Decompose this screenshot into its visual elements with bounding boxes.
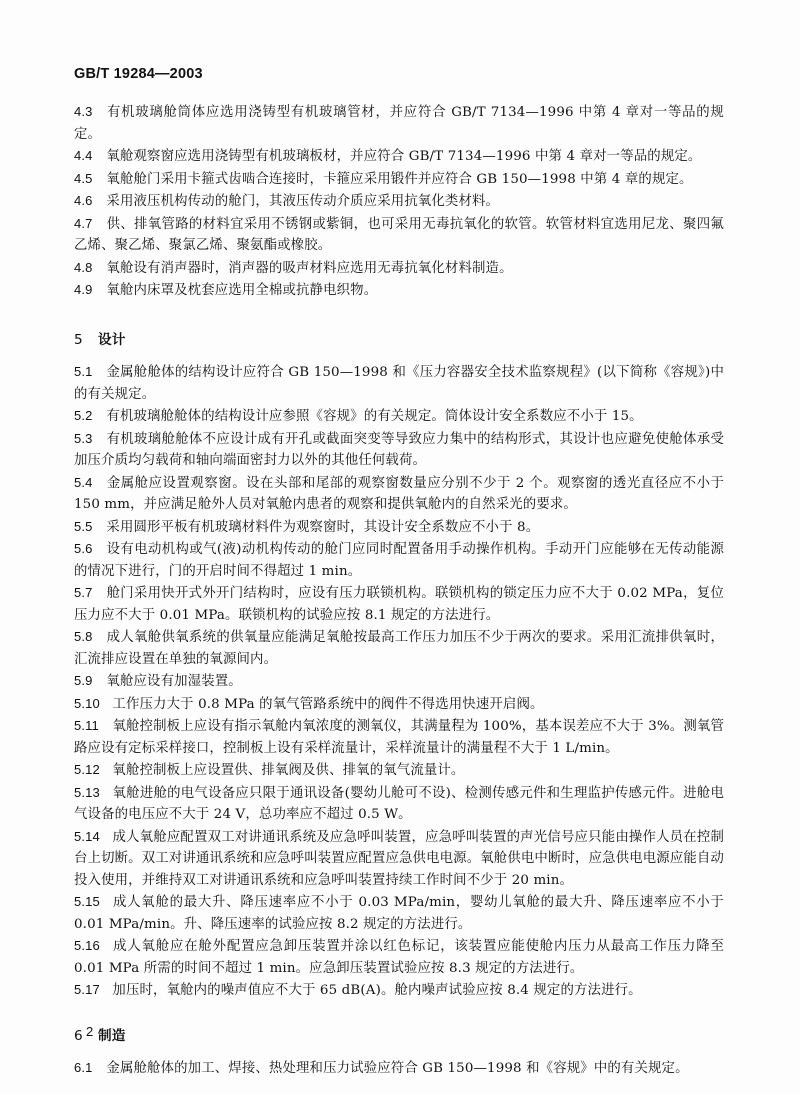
clause-number: 5.12 — [74, 762, 100, 777]
clause-text: 有机玻璃舱舱体的结构设计应参照《容规》的有关规定。筒体设计安全系数应不小于 15。 — [106, 409, 643, 424]
clauses-4-list — [74, 101, 724, 302]
clause-number: 5.6 — [74, 541, 93, 556]
clause-text: 工作压力大于 0.8 MPa 的氧气管路系统中的阀件不得选用快速开启阀。 — [112, 696, 544, 712]
section-number: 5 — [74, 331, 83, 348]
clause-number: 6.1 — [74, 1060, 93, 1075]
standard-code-header: GB/T 19284—2003 — [74, 66, 203, 82]
clause-number: 5.5 — [74, 518, 93, 534]
clause-number: 5.15 — [74, 894, 100, 909]
clause-text: 成人氧舱供氧系统的供氧量应能满足氧舱按最高工作压力加压不少于两次的要求。采用汇流排供氧时，汇流排应设置在单独的氧源间内。 — [74, 630, 724, 667]
clause-text: 成人氧舱应配置双工对讲通讯系统及应急呼叫装置，应急呼叫装置的声光信号应只能由操作人员在控制台上切断。双工对讲通讯系统和应急呼叫装置应配置应急供电电源。氧舱供电中断时，应急供电电源应能自动投入使用，并维持双工对讲通讯系统和应急呼叫装置持续工作时间不少于 20 min。 — [74, 829, 724, 888]
clause-5-4 — [74, 472, 724, 516]
section-number: 6 — [74, 1027, 83, 1044]
clause-text: 供、排氧管路的材料宜采用不锈钢或紫铜，也可采用无毒抗氧化的软管。软管材料宜选用尼龙、聚四氟乙烯、聚乙烯、聚氯乙烯、聚氨酯或橡胶。 — [74, 216, 724, 253]
clause-5-10 — [74, 693, 724, 716]
clause-text: 加压时，氧舱内的噪声值应不大于 65 dB(A)。舱内噪声试验应按 8.4 规定的方法进行。 — [112, 983, 642, 998]
clause-4-5 — [74, 168, 724, 191]
clause-5-3 — [74, 428, 724, 472]
clause-number: 5.4 — [74, 474, 93, 490]
clause-number: 5.3 — [74, 430, 93, 446]
clause-5-16 — [74, 935, 724, 979]
clause-number: 5.2 — [74, 408, 93, 423]
clause-text: 舱门采用快开式外开门结构时，应设有压力联锁机构。联锁机构的锁定压力应不大于 0.02 MPa，复位压力应不大于 0.01 MPa。联锁机构的试验应按 8.1 规定的方法进行。 — [74, 586, 724, 623]
clause-number: 5.13 — [74, 784, 100, 800]
section-title: 设计 — [98, 331, 126, 348]
clause-number: 5.11 — [74, 718, 99, 733]
clause-number: 5.10 — [74, 695, 100, 711]
clause-text: 有机玻璃舱舱体不应设计成有开孔或截面突变等导致应力集中的结构形式，其设计也应避免使舱体承受加压介质均匀载荷和轴向端面密封力以外的其他任何载荷。 — [74, 431, 724, 468]
clause-text: 金属舱应设置观察窗。设在头部和尾部的观察窗数量应分别不少于 2 个。观察窗的透光直径应不小于 150 mm，并应满足舱外人员对氧舱内患者的观察和提供氧舱内的自然采光的要求。 — [74, 475, 724, 512]
clause-text: 氧舱观察窗应选用浇铸型有机玻璃板材，并应符合 GB/T 7134—1996 中第 4 章对一等品的规定。 — [106, 149, 702, 164]
clause-5-14 — [74, 826, 724, 892]
clause-4-7 — [74, 213, 724, 257]
clause-5-11 — [74, 715, 724, 759]
clause-text: 金属舱舱体的结构设计应符合 GB 150—1998 和《压力容器安全技术监察规程》(以下简称《容规》)中的有关规定。 — [74, 365, 724, 402]
clause-4-6 — [74, 190, 724, 213]
clause-5-5 — [74, 516, 724, 539]
clause-text: 氧舱舱门采用卡箍式齿啮合连接时，卡箍应采用锻件并应符合 GB 150—1998 中第 4 章的规定。 — [106, 171, 693, 187]
clause-text: 氧舱控制板上应设置供、排氧阀及供、排氧的氧气流量计。 — [112, 763, 465, 778]
clause-text: 成人氧舱的最大升、降压速率应不小于 0.03 MPa/min，婴幼儿氧舱的最大升、降压速率应不小于 0.01 MPa/min。升、降压速率的试验应按 8.2 规定的方法进行。 — [74, 895, 724, 932]
clause-text: 采用液压机构传动的舱门，其液压传动介质应采用抗氧化类材料。 — [106, 194, 500, 209]
clause-number: 5.7 — [74, 585, 93, 600]
clause-text: 氧舱进舱的电气设备应只限于通讯设备(婴幼儿舱可不设)、检测传感元件和生理监护传感元件。进舱电气设备的电压应不大于 24 V，总功率应不超过 0.5 W。 — [74, 785, 724, 822]
clause-5-6 — [74, 538, 724, 582]
clause-5-15 — [74, 891, 724, 935]
clause-text: 氧舱设有消声器时，消声器的吸声材料应选用无毒抗氧化材料制造。 — [106, 260, 513, 276]
clause-5-17 — [74, 979, 724, 1002]
clause-number: 5.17 — [74, 982, 100, 997]
clauses-5-list — [74, 361, 724, 1002]
clause-4-8 — [74, 257, 724, 280]
clause-text: 设有电动机构或气(液)动机构传动的舱门应同时配置备用手动操作机构。手动开门应能够在无传动能源的情况下进行，门的开启时间不得超过 1 min。 — [74, 542, 724, 579]
section-heading-5 — [74, 330, 724, 352]
clause-number: 4.8 — [74, 259, 93, 275]
document-body — [74, 101, 724, 1080]
clause-4-9 — [74, 279, 724, 302]
clause-number: 5.16 — [74, 938, 100, 953]
page-number: 2 — [86, 1024, 94, 1039]
clause-5-1 — [74, 361, 724, 405]
clause-number: 4.5 — [74, 170, 93, 186]
clause-number: 5.8 — [74, 629, 93, 644]
clause-5-8 — [74, 626, 724, 670]
clause-5-13 — [74, 782, 724, 826]
clause-text: 金属舱舱体的加工、焊接、热处理和压力试验应符合 GB 150—1998 和《容规》中的有关规定。 — [106, 1061, 689, 1076]
section-heading-6 — [74, 1026, 724, 1048]
clause-text: 采用圆形平板有机玻璃材料件为观察窗时，其设计安全系数应不小于 8。 — [106, 519, 540, 535]
clause-number: 5.14 — [74, 828, 100, 844]
clause-text: 氧舱应设有加湿装置。 — [106, 674, 242, 689]
clause-text: 氧舱控制板上应设有指示氧舱内氧浓度的测氧仪，其满量程为 100%，基本误差应不大于 3%。测氧管路应设有定标采样接口，控制板上设有采样流量计，采样流量计的满量程不大于 1 L/min。 — [74, 719, 724, 756]
clause-number: 4.7 — [74, 215, 93, 231]
clause-5-7 — [74, 582, 724, 626]
clause-4-4 — [74, 145, 724, 168]
clause-text: 有机玻璃舱筒体应选用浇铸型有机玻璃管材，并应符合 GB/T 7134—1996 中第 4 章对一等品的规定。 — [74, 105, 724, 142]
clause-number: 4.9 — [74, 282, 93, 297]
clause-number: 5.1 — [74, 364, 93, 379]
clause-number: 4.6 — [74, 193, 93, 208]
clause-number: 4.4 — [74, 148, 93, 163]
clauses-6-list — [74, 1057, 724, 1080]
section-title: 制造 — [98, 1027, 126, 1044]
clause-number: 5.9 — [74, 673, 93, 688]
clause-text: 氧舱内床罩及枕套应选用全棉或抗静电织物。 — [106, 283, 378, 298]
clause-5-2 — [74, 405, 724, 428]
clause-5-9 — [74, 670, 724, 693]
clause-5-12 — [74, 759, 724, 782]
clause-text: 成人氧舱应在舱外配置应急卸压装置并涂以红色标记，该装置应能使舱内压力从最高工作压力降至 0.01 MPa 所需的时间不超过 1 min。应急卸压装置试验应按 8.3 规定的方法进行。 — [74, 939, 724, 976]
clause-6-1 — [74, 1057, 724, 1080]
clause-4-3 — [74, 101, 724, 145]
clause-number: 4.3 — [74, 104, 93, 119]
